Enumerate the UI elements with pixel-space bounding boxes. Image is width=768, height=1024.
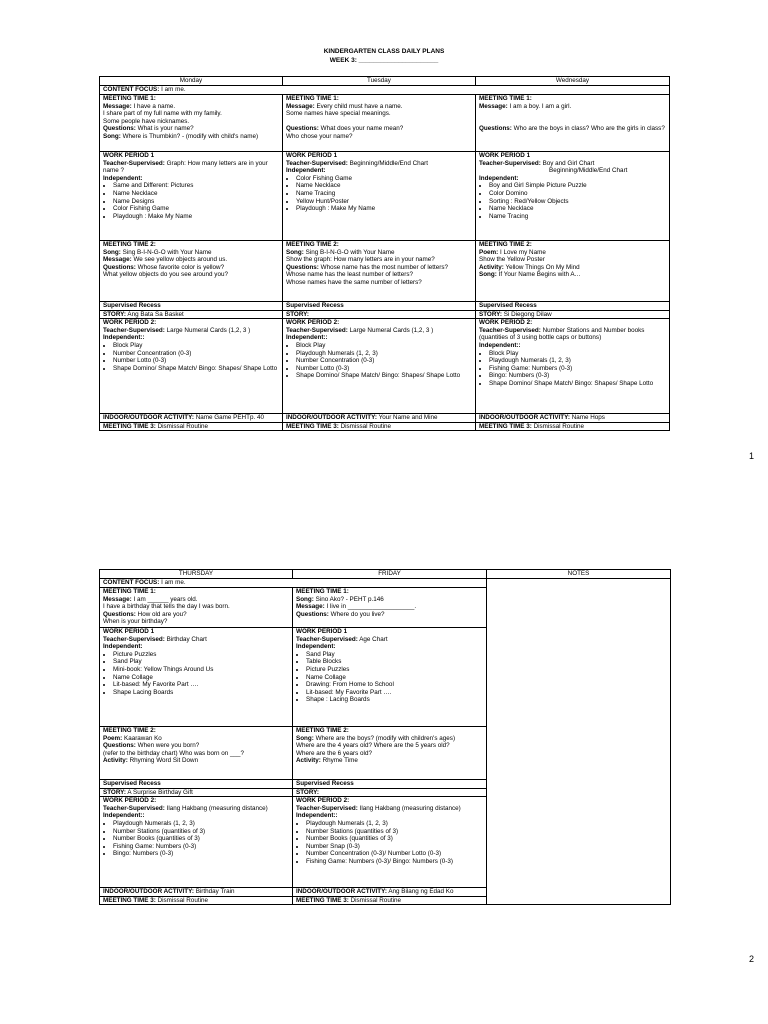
list-item: • Shape Domino/ Shape Match/ Bingo: Shapes/ Shape Lotto xyxy=(489,380,666,388)
list-item: • Drawing: From Home to School xyxy=(306,681,483,689)
cell-line: Song: Sino Ako? - PEHT p.146 xyxy=(296,595,384,603)
cell-line: MEETING TIME 1: xyxy=(103,588,156,595)
list-item: • Number Snap (0-3) xyxy=(306,843,483,851)
list-item: • Block Play xyxy=(113,342,279,350)
list-item: • Name Collage xyxy=(113,674,289,682)
list-item: • Playdough Numerals (1, 2, 3) xyxy=(296,350,472,358)
cell-line: Show the Yellow Poster xyxy=(479,256,545,264)
cell-line: MEETING TIME 2: xyxy=(103,727,156,734)
day-header: NOTES xyxy=(487,570,671,579)
week-label: WEEK 3: ______________________ xyxy=(329,57,439,64)
cell-line: Song: Sing B-I-N-G-O with Your Name xyxy=(286,248,395,256)
cell-line: Message: Every child must have a name. xyxy=(286,102,403,110)
list-item: • Shape Domino/ Shape Match/ Bingo: Shapes/ Shape Lotto xyxy=(113,365,279,373)
cell-line: Questions: How old are you? xyxy=(103,610,187,618)
cell-line: MEETING TIME 1: xyxy=(479,95,532,102)
content-focus: CONTENT FOCUS: I am me. xyxy=(100,86,670,95)
cell-line: I have a birthday that tells the day I was born. xyxy=(103,603,230,611)
list-item: • Lit-based: My Favorite Part …. xyxy=(306,689,483,697)
cell-line: Message: I am ______ years old. xyxy=(103,595,198,603)
cell-line: MEETING TIME 2: xyxy=(286,241,339,248)
cell-line: Message: I have a name. xyxy=(103,102,176,110)
cell-line: Questions: What is your name? xyxy=(103,125,194,133)
list-item: • Color Domino xyxy=(489,190,666,198)
list-item: • Picture Puzzles xyxy=(113,651,289,659)
cell-line: Poem: I Love my Name xyxy=(479,248,546,256)
cell-line: MEETING TIME 1: xyxy=(103,95,156,102)
list-item: • Fishing Game: Numbers (0-3) xyxy=(489,365,666,373)
cell-line: Song: If Your Name Begins with A… xyxy=(479,271,581,279)
cell-line: Questions: When were you born? xyxy=(103,742,200,750)
list-item: • Lit-based: My Favorite Part …. xyxy=(113,681,289,689)
list-item: • Sand Play xyxy=(113,658,289,666)
cell-line: MEETING TIME 2: xyxy=(103,241,156,248)
list-item: • Color Fishing Game xyxy=(296,175,472,183)
cell-line: Questions: Where do you live? xyxy=(296,610,385,618)
list-item: • Boy and Girl Simple Picture Puzzle xyxy=(489,182,666,190)
list-item: • Mini-book: Yellow Things Around Us xyxy=(113,666,289,674)
cell-line: Who chose your name? xyxy=(286,132,353,140)
cell-line: Where are the 4 years old? Where are the 5 years old? xyxy=(296,742,450,750)
cell-line: (refer to the birthday chart) Who was born on ___? xyxy=(103,749,245,757)
list-item: • Table Blocks xyxy=(306,658,483,666)
list-item: • Number Concentration (0-3) xyxy=(113,350,279,358)
plan-table-page2: THURSDAY FRIDAY NOTES CONTENT FOCUS: I am me. MEETING TIME 1: Message: I am ______ years old. I have a birthday that tells the day I was born. Questions: How old are you? When is your birthday? MEETING TIME 1: Song: Sino Ako? - PEHT p.146 Message: I live in ___________________. Questions: Where do you live? WORK PERIOD 1 Teacher-Supervised: Birthday Chart Independent: • Picture Puzzles • Sand Play • Mini-book: Yellow Things Around Us • Name Collage • Lit-based: My Favorite Part …. • Shape Lacing Boards WORK PERIOD 1 Teacher-Supervised: Age Chart Independent: • Sand Play • Table Blocks • Picture Puzzles • Name Collage • Drawing: From Home to School • Lit-based: My Favorite Part …. • Shape : Lacing Boards MEETING TIME 2: Poem: Kaarawan Ko Questions: When were you born? (refer to the birthday chart) Who was born on ___? Activity: Rhyming Word Sit Down MEETING TIME 2: Song: Where are the boys? (modify with children's ages) Where are the 4 years old? Where are the 5 years old? Where are the 6 years old? Activity: Rhyme Time Supervised Recess Supervised Recess STORY: A Surprise Birthday Gift STORY: WORK PERIOD 2: Teacher-Supervised: Ilang Hakbang (measuring distance) Independent:: • Playdough Numerals (1, 2, 3) • Number Stations (quantities of 3) • Number Books (quantities of 3) • Fishing Game: Numbers (0-3) • Bingo: Numbers (0-3) WORK PERIOD 2: Teacher-Supervised: Ilang Hakbang (measuring distance) Independent:: • Playdough Numerals (1, 2, 3) • Number Stations (quantities of 3) • Number Books (quantities of 3) • Number Snap (0-3) • Number Concentration (0-3)/ Number Lotto (0-3) • Fishing Game: Numbers (0-3)/ Bingo: Numbers (0-3) INDOOR/OUTDOOR ACTIVITY: Birthday Train INDOOR/OUTDOOR ACTIVITY: Ang Bilang ng Edad Ko MEETING TIME 3: Dismissal Routine MEETING TIME 3: Dismissal Routine xyxy=(99,569,671,905)
cell-line: Message: I live in ___________________. xyxy=(296,603,417,611)
list-item: • Playdough : Make My Name xyxy=(113,213,279,221)
list-item: • Playdough Numerals (1, 2, 3) xyxy=(306,820,483,828)
list-item: • Name Necklace xyxy=(113,190,279,198)
document-title: KINDERGARTEN CLASS DAILY PLANS xyxy=(323,48,445,55)
notes-cell xyxy=(487,579,671,905)
cell-line: Poem: Kaarawan Ko xyxy=(103,734,162,742)
list-item: • Number Concentration (0-3) xyxy=(296,357,472,365)
cell-line: Some people have nicknames. xyxy=(103,117,190,125)
page-number: 1 xyxy=(749,451,755,461)
list-item: • Fishing Game: Numbers (0-3) xyxy=(113,843,289,851)
list-item: • Number Books (quantities of 3) xyxy=(306,835,483,843)
cell-line: Song: Where are the boys? (modify with children's ages) xyxy=(296,734,456,742)
cell-line: What yellow objects do you see around you? xyxy=(103,271,228,279)
cell-line: Questions: Who are the boys in class? Who are the girls in class? xyxy=(479,125,665,133)
list-item: • Picture Puzzles xyxy=(306,666,483,674)
list-item: • Shape : Lacing Boards xyxy=(306,696,483,704)
day-header: Wednesday xyxy=(476,77,670,86)
content-focus: CONTENT FOCUS: I am me. xyxy=(100,579,487,588)
list-item: • Number Lotto (0-3) xyxy=(296,365,472,373)
cell-line: MEETING TIME 2: xyxy=(479,241,532,248)
list-item: • Number Lotto (0-3) xyxy=(113,357,279,365)
cell-line: Song: Sing B-I-N-G-O with Your Name xyxy=(103,248,212,256)
cell-line: When is your birthday? xyxy=(103,618,168,626)
list-item: • Sand Play xyxy=(306,651,483,659)
cell-line: Message: I am a boy. I am a girl. xyxy=(479,102,572,110)
cell-line: Questions: Whose favorite color is yellow? xyxy=(103,263,225,271)
cell-line: Whose name has the least number of letters? xyxy=(286,271,414,279)
list-item: • Block Play xyxy=(489,350,666,358)
page-number-2: 2 xyxy=(749,954,755,964)
list-item: • Playdough Numerals (1, 2, 3) xyxy=(113,820,289,828)
cell-line: Questions: What does your name mean? xyxy=(286,125,404,133)
cell-line: Some names have special meanings. xyxy=(286,110,391,118)
list-item: • Bingo: Numbers (0-3) xyxy=(113,850,289,858)
list-item: • Bingo: Numbers (0-3) xyxy=(489,372,666,380)
cell-line: I share part of my full name with my family. xyxy=(103,110,222,118)
list-item: • Name Necklace xyxy=(296,182,472,190)
list-item: • Shape Lacing Boards xyxy=(113,689,289,697)
list-item: • Fishing Game: Numbers (0-3)/ Bingo: Numbers (0-3) xyxy=(306,858,483,866)
list-item: • Name Necklace xyxy=(489,205,666,213)
list-item: • Name Collage xyxy=(306,674,483,682)
list-item: • Name Designs xyxy=(113,198,279,206)
cell-line: Where are the 6 years old? xyxy=(296,749,372,757)
list-item: • Number Books (quantities of 3) xyxy=(113,835,289,843)
list-item: • Same and Different: Pictures xyxy=(113,182,279,190)
cell-line: Song: Where is Thumbkin? - (modify with child's name) xyxy=(103,132,259,140)
list-item: • Sorting : Red/Yellow Objects xyxy=(489,198,666,206)
day-header: Tuesday xyxy=(283,77,476,86)
list-item: • Shape Domino/ Shape Match/ Bingo: Shapes/ Shape Lotto xyxy=(296,372,472,380)
cell-line: MEETING TIME 2: xyxy=(296,727,349,734)
list-item: • Number Stations (quantities of 3) xyxy=(306,828,483,836)
plan-table-page1: Monday Tuesday Wednesday CONTENT FOCUS: I am me. MEETING TIME 1: Message: I have a name. I share part of my full name with my family. Some people have nicknames. Questions: What is your name? Song: Where is Thumbkin? - (modify with child's name) MEETING TIME 1: Message: Every child must have a name. Some names have special meanings. Questions: What does your name mean? Who chose your name? MEETING TIME 1: Message: I am a boy. I am a girl. Questions: Who are the boys in class? Who are the girls in class? WORK PERIOD 1 Teacher-Supervised: Graph: How many letters are in your name ? Independent: • Same and Different: Pictures • Name Necklace • Name Designs • Color Fishing Game • Playdough : Make My Name WORK PERIOD 1 Teacher-Supervised: Beginning/Middle/End Chart Independent: • Color Fishing Game • Name Necklace • Name Tracing • Yellow Hunt/Poster • Playdough : Make My Name WORK PERIOD 1 Teacher-Supervised: Boy and Girl Chart Beginning/Middle/End Chart Independent: • Boy and Girl Simple Picture Puzzle • Color Domino • Sorting : Red/Yellow Objects • Name Necklace • Name Tracing MEETING TIME 2: Song: Sing B-I-N-G-O with Your Name Message: We see yellow objects around us. Questions: Whose favorite color is yellow? What yellow objects do you see around you? MEETING TIME 2: Song: Sing B-I-N-G-O with Your Name Show the graph: How many letters are in your name? Questions: Whose name has the most number of letters? Whose name has the least number of letters? Whose names have the same number of letters? MEETING TIME 2: Poem: I Love my Name Show the Yellow Poster Activity: Yellow Things On My Mind Song: If Your Name Begins with A… Supervised Recess Supervised Recess Supervised Recess STORY: Ang Bata Sa Basket STORY: STORY: Si Diegong Dilaw WORK PERIOD 2: Teacher-Supervised: Large Numeral Cards (1,2, 3 ) Independent:: • Block Play • Number Concentration (0-3) • Number Lotto (0-3) • Shape Domino/ Shape Match/ Bingo: Shapes/ Shape Lotto WORK PERIOD 2: Teacher-Supervised: Large Numeral Cards (1,2, 3 ) Independent:: • Block Play • Playdough Numerals (1, 2, 3) • Number Concentration (0-3) • Number Lotto (0-3) • Shape Domino/ Shape Match/ Bingo: Shapes/ Shape Lotto WORK PERIOD 2: Teacher-Supervised: Number Stations and Number books (quantities of 3 using bottle caps or buttons) Independent:: • Block Play • Playdough Numerals (1, 2, 3) • Fishing Game: Numbers (0-3) • Bingo: Numbers (0-3) • Shape Domino/ Shape Match/ Bingo: Shapes/ Shape Lotto INDOOR/OUTDOOR ACTIVITY: Name Game PEHTp. 40 INDOOR/OUTDOOR ACTIVITY: Your Name and Mine INDOOR/OUTDOOR ACTIVITY: Name Hops MEETING TIME 3: Dismissal Routine MEETING TIME 3: Dismissal Routine MEETING TIME 3: Dismissal Routine xyxy=(99,76,670,431)
cell-line: Activity: Rhyme Time xyxy=(296,757,358,765)
cell-line: Questions: Whose name has the most number of letters? xyxy=(286,263,449,271)
list-item: • Name Tracing xyxy=(489,213,666,221)
list-item: • Number Stations (quantities of 3) xyxy=(113,828,289,836)
cell-line: Activity: Yellow Things On My Mind xyxy=(479,263,580,271)
cell-line: Activity: Rhyming Word Sit Down xyxy=(103,757,199,765)
list-item: • Yellow Hunt/Poster xyxy=(296,198,472,206)
list-item: • Playdough : Make My Name xyxy=(296,205,472,213)
cell-line: MEETING TIME 1: xyxy=(286,95,339,102)
list-item: • Playdough Numerals (1, 2, 3) xyxy=(489,357,666,365)
list-item: • Block Play xyxy=(296,342,472,350)
day-header: THURSDAY xyxy=(100,570,293,579)
cell-line: Whose names have the same number of letters? xyxy=(286,278,422,286)
list-item: • Name Tracing xyxy=(296,190,472,198)
list-item: • Color Fishing Game xyxy=(113,205,279,213)
cell-line: Message: We see yellow objects around us. xyxy=(103,256,228,264)
list-item: • Number Concentration (0-3)/ Number Lotto (0-3) xyxy=(306,850,483,858)
cell-line: MEETING TIME 1: xyxy=(296,588,349,595)
day-header: Monday xyxy=(100,77,283,86)
day-header: FRIDAY xyxy=(293,570,487,579)
cell-line: Show the graph: How many letters are in your name? xyxy=(286,256,435,264)
